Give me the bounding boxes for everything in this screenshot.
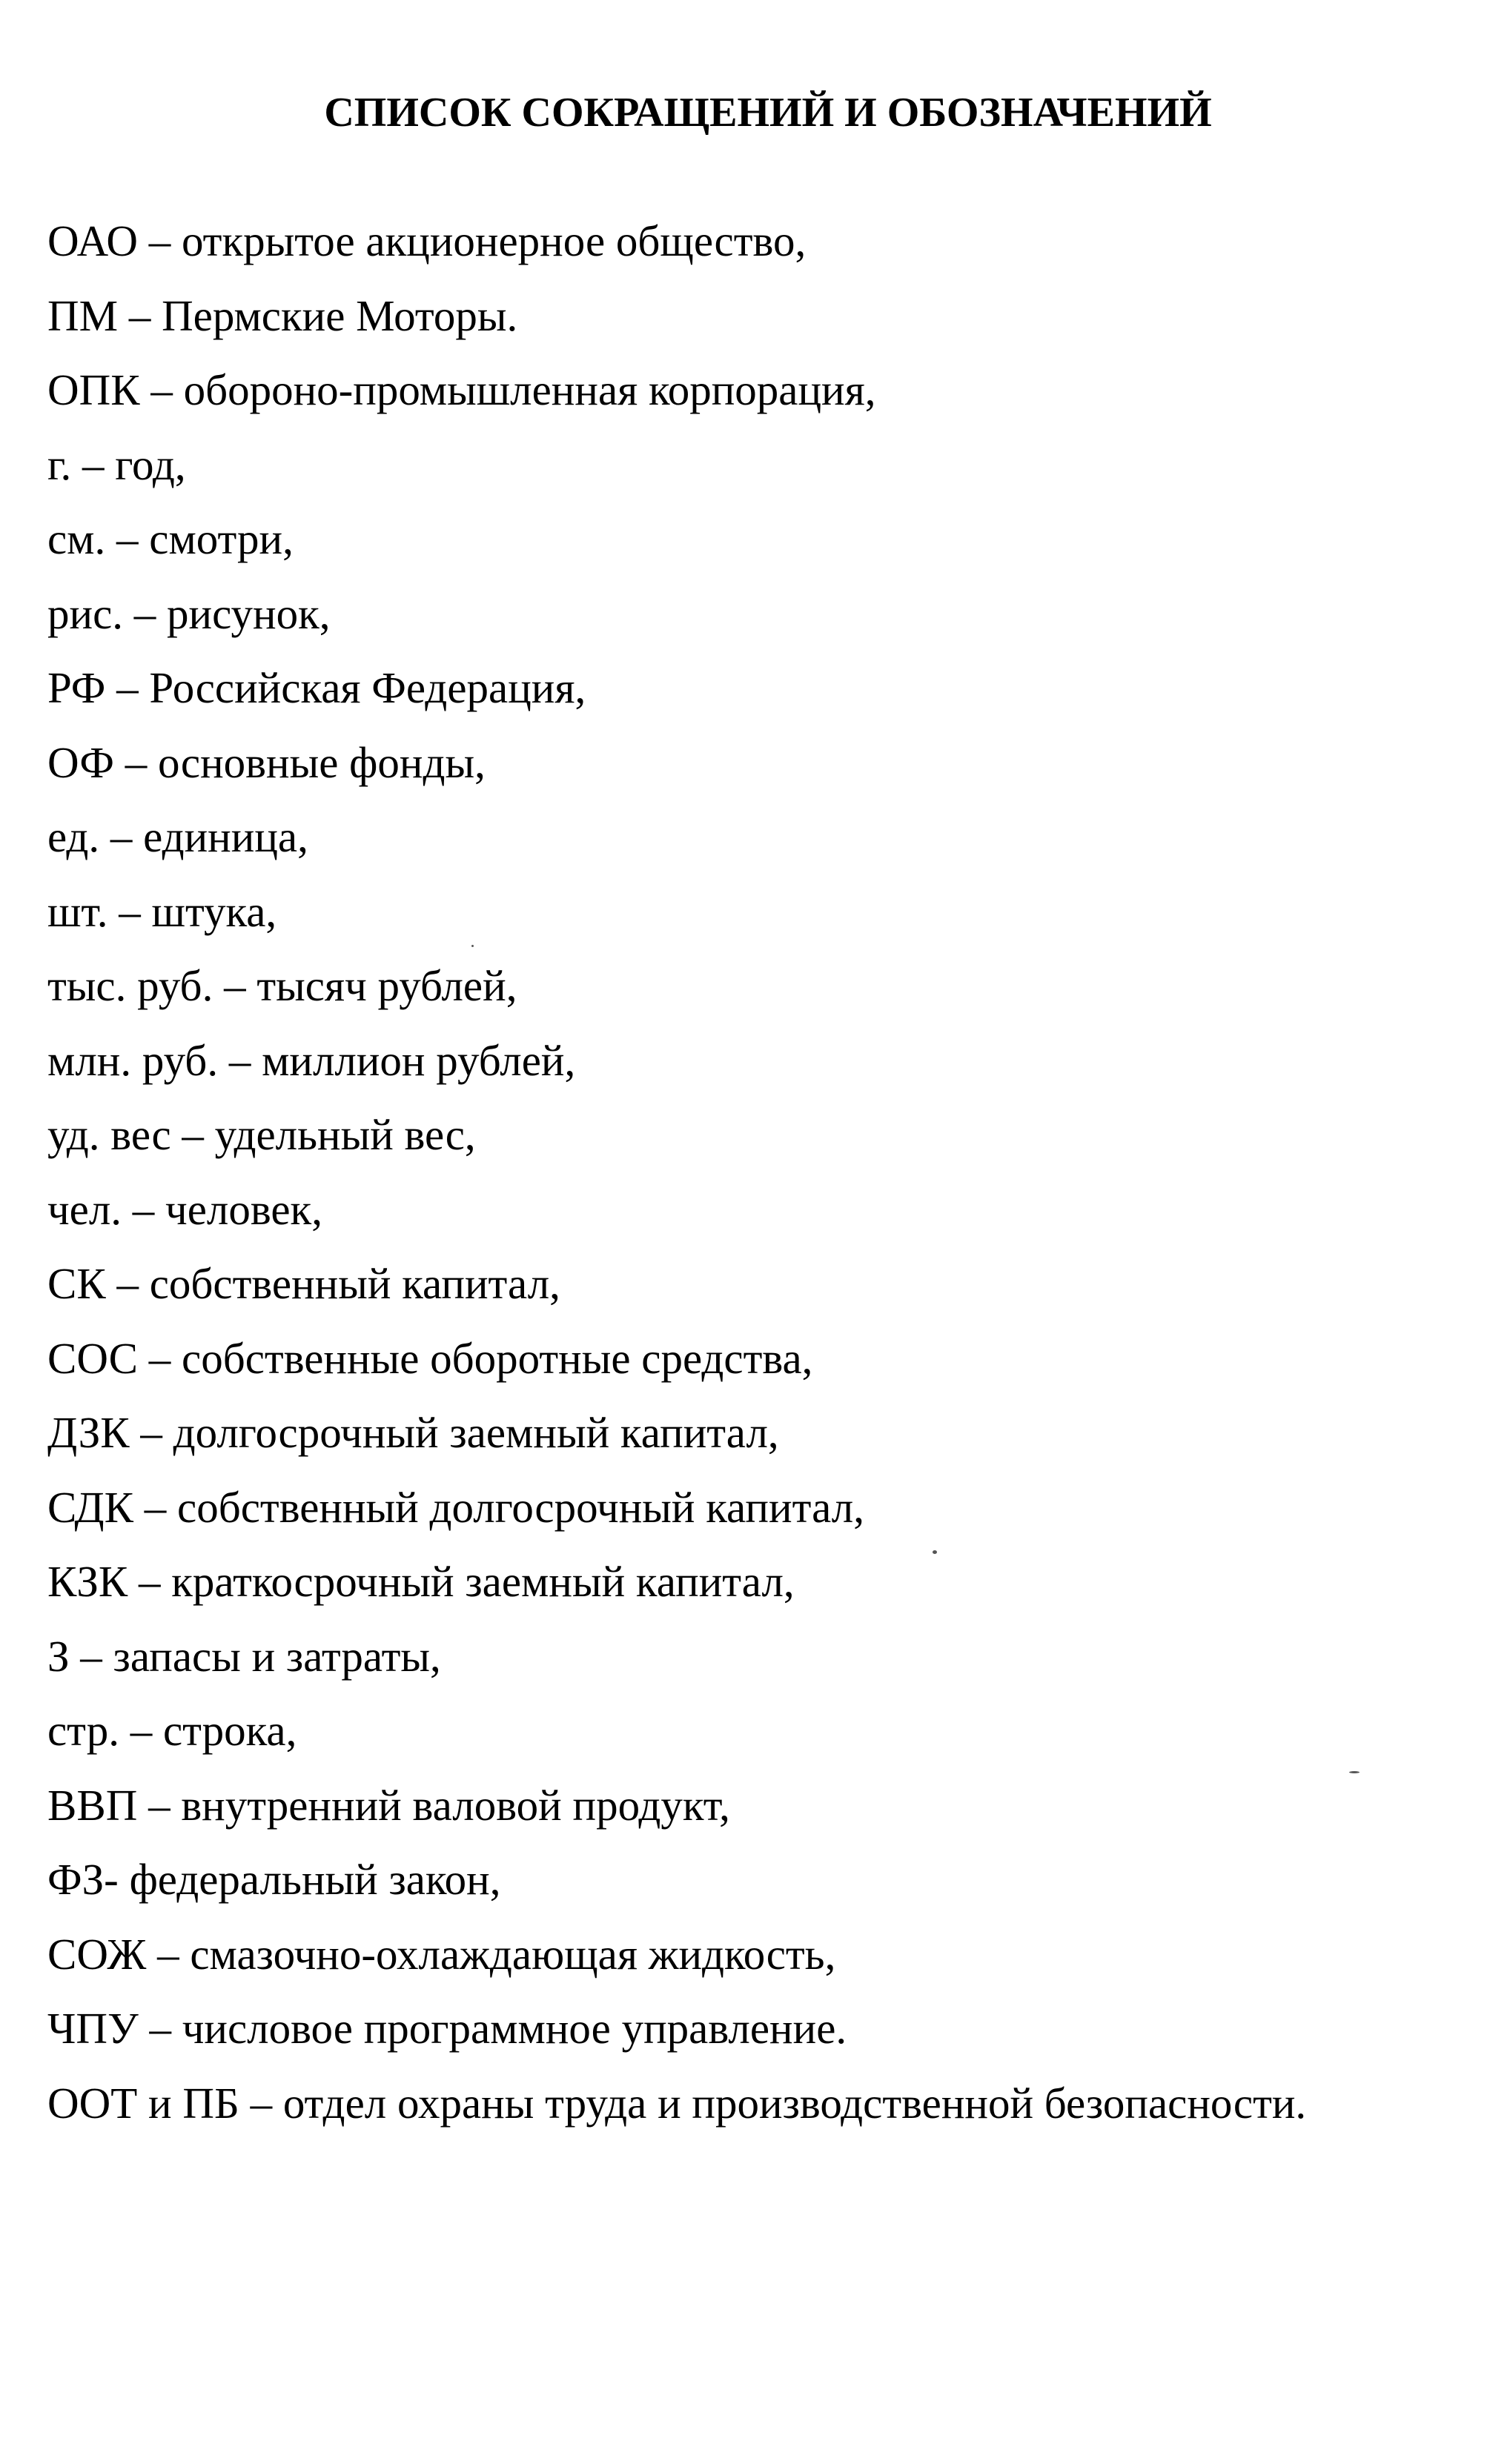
abbreviation-list: [47, 204, 1306, 2140]
list-item: уд. вес – удельный вес,: [47, 1110, 476, 1159]
list-item: ЧПУ – числовое программное управление.: [47, 2004, 847, 2053]
list-item: шт. – штука,: [47, 886, 277, 936]
list-item: чел. – человек,: [47, 1184, 322, 1234]
list-item: ед. – единица,: [47, 812, 308, 861]
list-item: СОЖ – смазочно-охлаждающая жидкость,: [47, 1929, 836, 1979]
list-item: СК – собственный капитал,: [47, 1259, 560, 1308]
list-item: рис. – рисунок,: [47, 588, 331, 638]
list-item: СОС – собственные оборотные средства,: [47, 1333, 813, 1383]
list-item: З – запасы и затраты,: [47, 1631, 441, 1681]
list-item: тыс. руб. – тысяч рублей,: [47, 961, 517, 1010]
list-item: ВВП – внутренний валовой продукт,: [47, 1780, 730, 1830]
list-item: ОФ – основные фонды,: [47, 737, 486, 787]
list-item: стр. – строка,: [47, 1706, 297, 1755]
list-item: РФ – Российская Федерация,: [47, 663, 586, 712]
list-item: г. – год,: [47, 439, 186, 489]
list-item: млн. руб. – миллион рублей,: [47, 1035, 576, 1085]
scan-speck: [1349, 1771, 1360, 1773]
list-item: КЗК – краткосрочный заемный капитал,: [47, 1557, 795, 1606]
list-item: ОПК – обороно-промышленная корпорация,: [47, 365, 876, 414]
list-item: ОАО – открытое акционерное общество,: [47, 216, 807, 265]
page-title: СПИСОК СОКРАЩЕНИЙ И ОБОЗНАЧЕНИЙ: [324, 90, 1212, 136]
list-item: ДЗК – долгосрочный заемный капитал,: [47, 1408, 779, 1457]
list-item: см. – смотри,: [47, 514, 294, 563]
list-item: СДК – собственный долгосрочный капитал,: [47, 1482, 864, 1532]
list-item: ФЗ- федеральный закон,: [47, 1855, 501, 1904]
scan-speck: [471, 945, 474, 947]
list-item: ООТ и ПБ – отдел охраны труда и производственной безопасности.: [47, 2078, 1307, 2128]
scan-speck: [933, 1550, 937, 1554]
list-item: ПМ – Пермские Моторы.: [47, 290, 518, 340]
